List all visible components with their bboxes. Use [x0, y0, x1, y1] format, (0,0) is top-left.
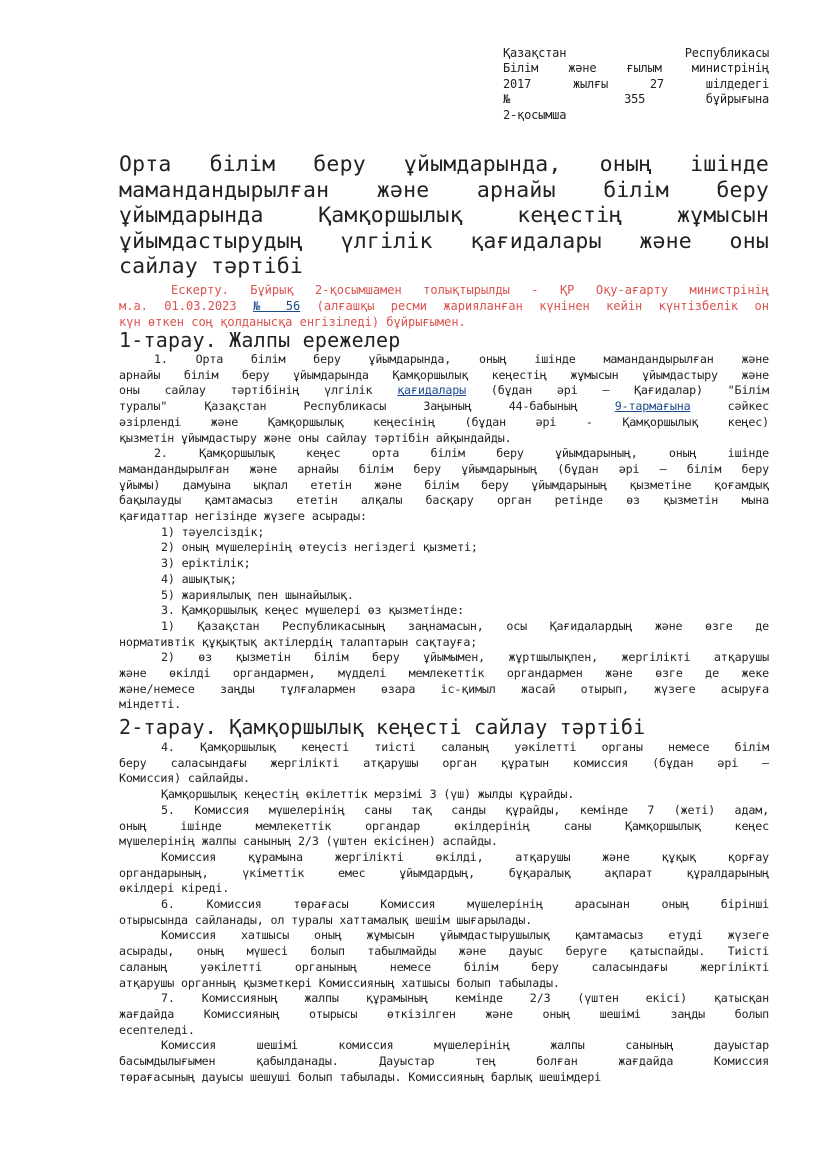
paragraph-line: Комиссия құрамына жергілікті өкілді, атқарушы және құқық қорғау: [161, 849, 769, 864]
paragraph-line: міндетті.: [119, 697, 181, 712]
header-line: Қазақстан Республикасы: [503, 46, 769, 60]
paragraph-line: жағдайда Комиссияның отырысы өткізілген және оның шешімі заңды болып: [119, 1006, 769, 1021]
note-line: [119, 298, 769, 314]
header-line: Білім және ғылым министрінің: [503, 61, 769, 76]
paragraph-line: 2. Қамқоршылық кеңес орта білім беру ұйымдарының, оның ішінде: [154, 446, 769, 461]
title-line: мамандандырылған және арнайы білім беру: [119, 177, 769, 203]
note-line: Ескерту. Бұйрық 2-қосымшамен толықтырылды - ҚР Оқу-ағарту министрінің: [171, 283, 769, 297]
paragraph-text: туралы" Қазақстан Республикасы Заңының 44-бабының: [119, 399, 615, 414]
paragraph-line: ұйымы) дамуына ықпал ететін және білім беру ұйымдарының қызметіне қоғамдық: [119, 477, 769, 492]
paragraph-line: [119, 383, 769, 399]
paragraph-line: 1) тәуелсіздік;: [161, 524, 265, 539]
paragraph-line: атқарушы органның қызметкері Комиссияның хатшысы болып табылады.: [119, 975, 560, 990]
paragraph-line: және/немесе заңды тұлғалармен өзара іс-қимыл жасай отырып, жүзеге асыруға: [119, 681, 769, 696]
paragraph-text: (бұдан әрі – Қағидалар) "Білім: [466, 383, 769, 398]
paragraph-line: Комиссия) сайлайды.: [119, 771, 250, 786]
paragraph-line: мамандандырылған және арнайы білім беру ұйымдарының (бұдан әрі – білім беру: [119, 461, 769, 476]
title-line: Орта білім беру ұйымдарында, оның ішінде: [119, 152, 769, 177]
paragraph-line: мүшелерінің жалпы санының 2/3 (үштен екісінен) аспайды.: [119, 834, 498, 849]
paragraph-text: оны сайлау тәртібінің үлгілік: [119, 383, 398, 398]
title-line: ұйымдарында Қамқоршылық кеңестің жұмысын: [119, 203, 769, 228]
paragraph-line: Комиссия шешімі комиссия мүшелерінің жалпы санының дауыстар: [161, 1038, 769, 1053]
document-title: [119, 152, 769, 280]
paragraph-line: Қамқоршылық кеңестің өкілеттік мерзімі 3 (үш) жылды құрайды.: [161, 787, 575, 802]
paragraph-line: 2) өз қызметін білім беру ұйымымен, жұртшылықпен, жергілікті атқарушы: [161, 650, 769, 665]
title-line: сайлау тәртібі: [119, 254, 304, 279]
order-56-link[interactable]: № 56: [252, 299, 301, 313]
paragraph-line: 3) еріктілік;: [161, 556, 251, 571]
paragraph-line: 4. Қамқоршылық кеңесті тиісті саланың уәкілетті органы немесе білім: [161, 740, 769, 754]
paragraph-line: бақылауды қамтамасыз ететін алқалы басқару орган ретінде өз қызметін мына: [119, 493, 769, 508]
paragraph-line: 6. Комиссия төрағасы Комиссия мүшелерінің арасынан оның бірінші: [161, 897, 769, 912]
paragraph-line: қағидаттар негізінде жүзеге асырады:: [119, 509, 367, 524]
paragraph-line: 4) ашықтық;: [161, 571, 237, 586]
paragraph-line: басымдылығымен қабылданады. Дауыстар тең болған жағдайда Комиссия: [119, 1054, 769, 1069]
chapter-2-heading: 2-тарау. Қамқоршылық кеңесті сайлау тәртібі: [119, 715, 646, 739]
note-text: (алғашқы ресми жарияланған күнінен кейін күнтізбелік он: [300, 299, 770, 313]
paragraph-line: Комиссия хатшысы оның жұмысын ұйымдастырушылық қамтамасыз етуді жүзеге: [161, 928, 769, 943]
amendment-note: [119, 282, 769, 330]
rules-link[interactable]: қағидалары: [397, 383, 467, 398]
paragraph-line: нормативтік құқықтық актілердің талаптарын сақтауға;: [119, 634, 478, 649]
paragraph-line: 7. Комиссияның жалпы құрамының кемінде 2/3 (үштен екісі) қатысқан: [161, 991, 769, 1006]
paragraph-line: 5. Комиссия мүшелерінің саны тақ санды құрайды, кемінде 7 (жеті) адам,: [161, 802, 769, 817]
header-line: 2-қосымша: [503, 107, 567, 122]
paragraph-line: қызметін ұйымдастыру және оны сайлау тәртібін айқындайды.: [119, 430, 512, 445]
paragraph-line: беру саласындағы жергілікті атқарушы орган құратын комиссия (бұдан әрі –: [119, 755, 769, 770]
paragraph-line: 1) Қазақстан Республикасының заңнамасын, осы Қағидалардың және өзге де: [161, 618, 769, 633]
chapter-2-body: [119, 740, 769, 1085]
paragraph-line: [119, 399, 769, 415]
paragraph-line: оның ішінде мемлекеттік органдар өкілдерінің саны Қамқоршылық кеңес: [119, 818, 769, 833]
article-44-item-9-link[interactable]: 9-тармағына: [614, 399, 691, 414]
title-line: ұйымдастырудың үлгілік қағидалары және оны: [119, 228, 769, 254]
paragraph-line: 5) жариялылық пен шынайылық.: [161, 587, 354, 602]
paragraph-line: асырады, оның мүшесі болып табылмайды және дауыс беруге қатыспайды. Тиісті: [119, 944, 769, 959]
paragraph-line: әзірленді және Қамқоршылық кеңесінің (бұдан әрі - Қамқоршылық кеңес): [119, 414, 769, 429]
chapter-1-heading: 1-тарау. Жалпы ережелер: [119, 328, 401, 352]
header-line: 2017 жылғы 27 шілдедегі: [503, 76, 769, 91]
paragraph-line: саланың уәкілетті органының немесе білім беру саласындағы жергілікті: [119, 959, 769, 974]
header-line: № 355 бұйрығына: [503, 92, 769, 107]
paragraph-line: арнайы білім беру ұйымдарында Қамқоршылық кеңестің жұмысын ұйымдастыру және: [119, 367, 769, 382]
chapter-1-body: [119, 352, 769, 713]
paragraph-line: отырысында сайланады, ол туралы хаттамалық шешім шығарылады.: [119, 912, 533, 927]
note-line: күн өткен соң қолданысқа енгізіледі) бұйрығымен.: [119, 315, 466, 329]
paragraph-line: өкілдері кіреді.: [119, 881, 230, 896]
paragraph-line: 3. Қамқоршылық кеңес мүшелері өз қызметінде:: [161, 603, 465, 618]
paragraph-line: 1. Орта білім беру ұйымдарында, оның ішінде мамандандырылған және: [154, 352, 769, 366]
paragraph-line: 2) оның мүшелерінің өтеусіз негіздегі қызметі;: [161, 540, 478, 555]
paragraph-line: есептеледі.: [119, 1022, 195, 1037]
order-annex-reference: [503, 46, 769, 123]
paragraph-line: органдарының, үкіметтік емес ұйымдардың, бұқаралық ақпарат құралдарының: [119, 865, 769, 880]
paragraph-line: және өкілді органдармен, мүдделі мемлекеттік органдармен және өзге де жеке: [119, 666, 769, 681]
note-text: м.а. 01.03.2023: [119, 299, 253, 313]
paragraph-line: төрағасының дауысы шешуші болып табылады. Комиссияның барлық шешімдері: [119, 1069, 602, 1084]
paragraph-text: сәйкес: [690, 399, 769, 414]
